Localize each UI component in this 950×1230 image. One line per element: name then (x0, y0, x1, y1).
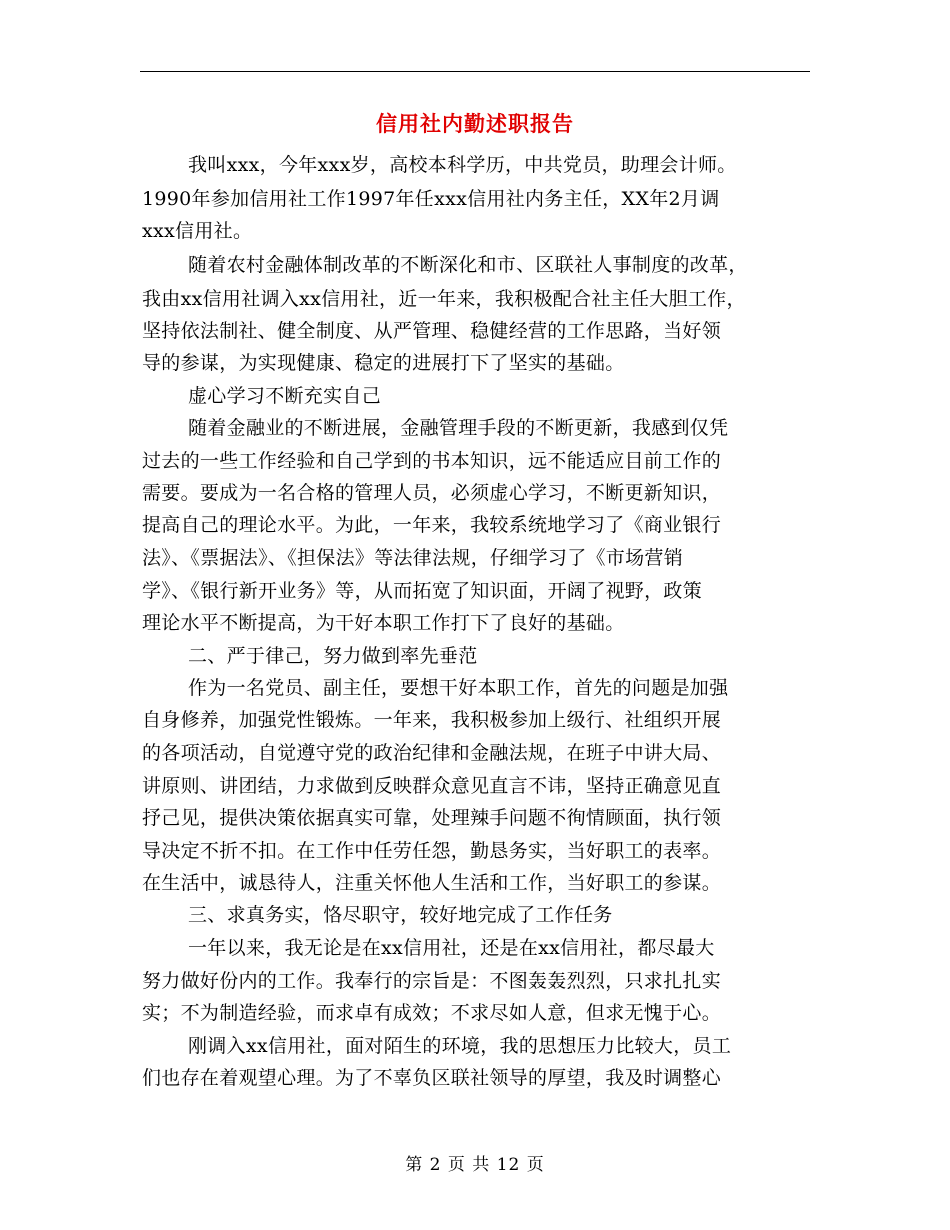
body-line: 在生活中，诚恳待人，注重关怀他人生活和工作，当好职工的参谋。 (142, 872, 722, 894)
body-line: 我叫xxx，今年xxx岁，高校本科学历，中共党员，助理会计师。 (188, 154, 737, 176)
body-line: 过去的一些工作经验和自己学到的书本知识，远不能适应目前工作的 (142, 450, 722, 472)
body-line: 作为一名党员、副主任，要想干好本职工作，首先的问题是加强 (188, 677, 729, 699)
body-line: 刚调入xx信用社，面对陌生的环境，我的思想压力比较大，员工 (188, 1035, 732, 1057)
body-line: 抒己见，提供决策依据真实可靠，处理辣手问题不徇情顾面，执行领 (142, 807, 722, 829)
body-line: 我由xx信用社调入xx信用社，近一年来，我积极配合社主任大胆工作， (142, 288, 746, 310)
body-line: 们也存在着观望心理。为了不辜负区联社领导的厚望，我及时调整心 (142, 1067, 722, 1089)
body-line: 法》、《票据法》、《担保法》等法律法规，仔细学习了《市场营销 (142, 547, 684, 569)
body-line: 提高自己的理论水平。为此，一年来，我较系统地学习了《商业银行 (142, 514, 722, 536)
body-line: 导的参谋，为实现健康、稳定的进展打下了坚实的基础。 (142, 352, 625, 374)
page-number: 第 2 页 共 12 页 (405, 1155, 545, 1175)
header-rule (140, 71, 810, 72)
body-line: 导决定不折不扣。在工作中任劳任怨，勤恳务实，当好职工的表率。 (142, 840, 722, 862)
body-line: 努力做好份内的工作。我奉行的宗旨是：不图轰轰烈烈，只求扎扎实 (142, 970, 722, 992)
document-title: 信用社内勤述职报告 (376, 112, 574, 136)
body-line: 讲原则、讲团结，力求做到反映群众意见直言不讳，坚持正确意见直 (142, 775, 722, 797)
body-line: xxx信用社。 (142, 220, 253, 242)
body-line: 随着金融业的不断进展，金融管理手段的不断更新，我感到仅凭 (188, 417, 729, 439)
body-line: 坚持依法制社、健全制度、从严管理、稳健经营的工作思路，当好领 (142, 320, 722, 342)
section-heading: 二、严于律己，努力做到率先垂范 (188, 645, 478, 667)
body-line: 理论水平不断提高，为干好本职工作打下了良好的基础。 (142, 612, 625, 634)
section-heading: 虚心学习不断充实自己 (188, 385, 382, 407)
body-line: 需要。要成为一名合格的管理人员，必须虚心学习，不断更新知识， (142, 482, 722, 504)
body-line: 的各项活动，自觉遵守党的政治纪律和金融法规，在班子中讲大局、 (142, 742, 722, 764)
body-line: 1990年参加信用社工作1997年任xxx信用社内务主任，XX年2月调 (142, 188, 720, 210)
body-line: 实；不为制造经验，而求卓有成效；不求尽如人意，但求无愧于心。 (142, 1002, 722, 1024)
body-line: 一年以来，我无论是在xx信用社，还是在xx信用社，都尽最大 (188, 937, 715, 959)
body-line: 学》、《银行新开业务》等，从而拓宽了知识面，开阔了视野，政策 (142, 580, 703, 602)
body-line: 随着农村金融体制改革的不断深化和市、区联社人事制度的改革， (188, 254, 748, 276)
section-heading: 三、求真务实，恪尽职守，较好地完成了工作任务 (188, 904, 613, 926)
body-line: 自身修养，加强党性锻炼。一年来，我积极参加上级行、社组织开展 (142, 709, 722, 731)
